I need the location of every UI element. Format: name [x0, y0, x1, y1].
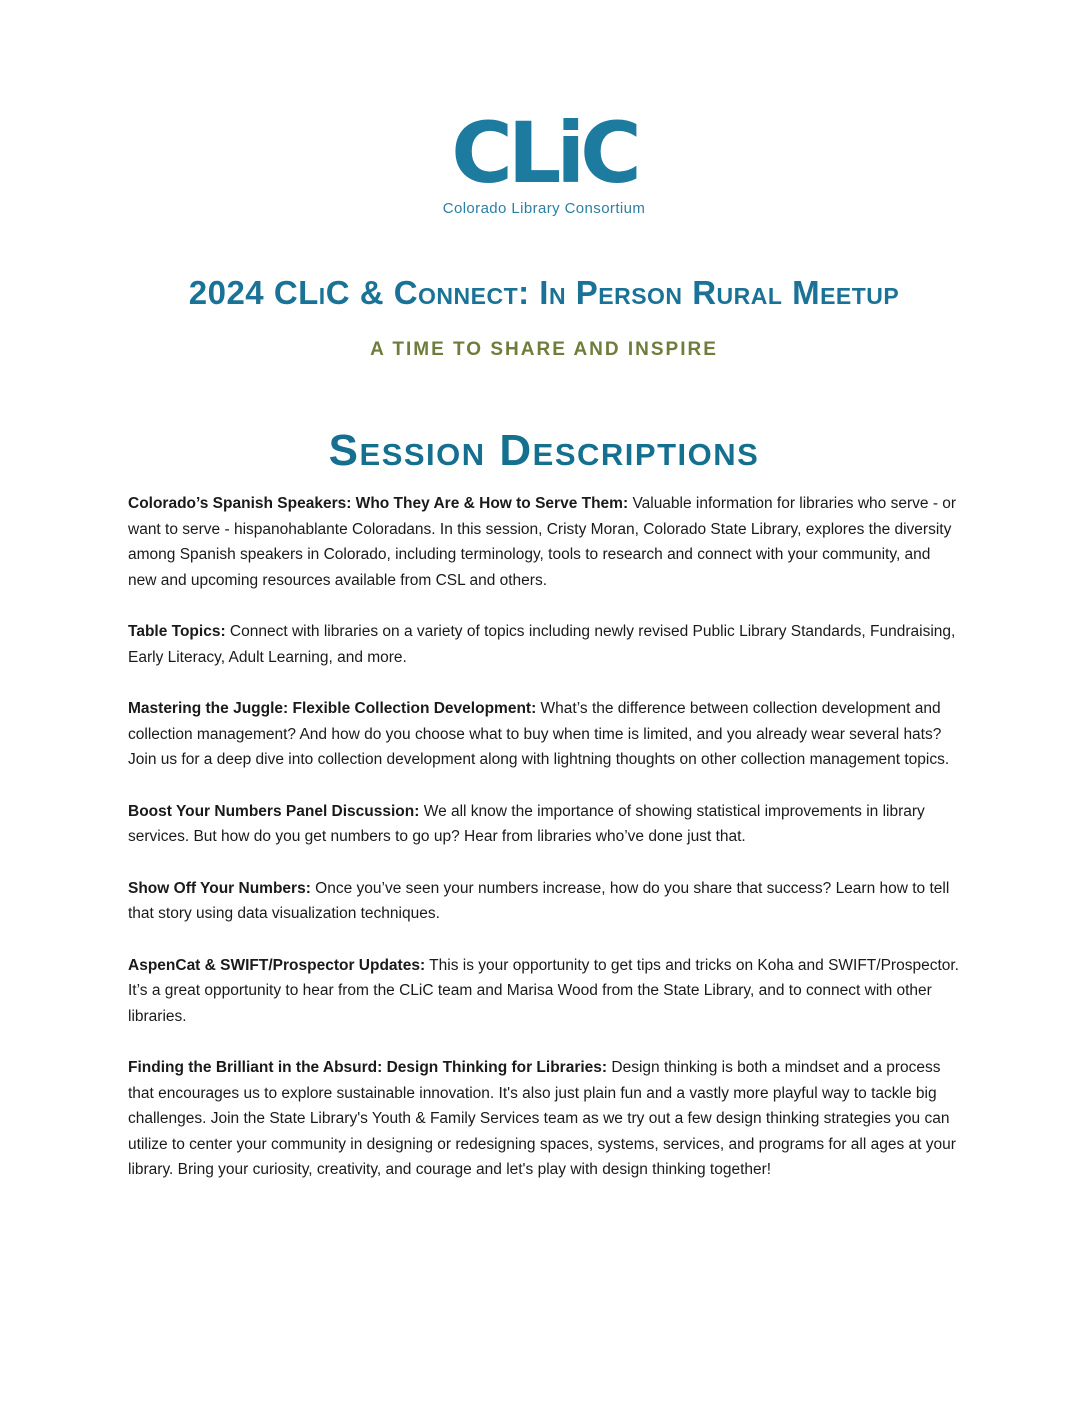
session-title: Finding the Brilliant in the Absurd: Design Thinking for Libraries:	[128, 1059, 608, 1076]
session-title: AspenCat & SWIFT/Prospector Updates:	[128, 956, 426, 974]
clic-logo-tagline: Colorado Library Consortium	[442, 200, 646, 218]
session-description: Valuable information for libraries who serve - or want to serve - hispanohablante Coloradans. In this session, Cristy Moran, Colorado State Library, explores the diversity among Spanish speakers in Colorado, including terminology, tools to research and connect with your community, and new and upcoming resources available from CSL and others.	[128, 495, 957, 589]
session-paragraph-mastering-the-juggle	[128, 696, 960, 773]
session-title: Boost Your Numbers Panel Discussion:	[128, 802, 420, 820]
session-description: Design thinking is both a mindset and a process that encourages us to explore sustainable innovation. It's also just plain fun and a vastly more playful way to tackle big challenges. Join the State Library's Youth & Family Services team as we try out a few design thinking strategies you can utilize to center your community in designing or redesigning spaces, systems, services, and programs for all ages at your library. Bring your curiosity, creativity, and courage and let's play with design thinking together!	[128, 1059, 956, 1178]
session-description: We all know the importance of showing statistical improvements in library services. But how do you get numbers to go up? Hear from libraries who’ve done just that.	[128, 802, 925, 845]
session-paragraph-show-off-your-numbers	[128, 876, 960, 927]
session-description: What’s the difference between collection development and collection management? And how do you choose what to buy when time is limited, and you already wear several hats? Join us for a deep dive into collection development along with lightning thoughts on other collection management topics.	[128, 700, 950, 768]
session-description: This is your opportunity to get tips and tricks on Koha and SWIFT/Prospector. It’s a great opportunity to hear from the CLiC team and Marisa Wood from the State Library, and to connect with other libraries.	[128, 956, 959, 1025]
document-subtitle: A TIME TO SHARE AND INSPIRE	[370, 338, 718, 360]
session-paragraph-aspencat-swift	[128, 953, 960, 1030]
clic-logo	[128, 104, 960, 218]
session-title: Mastering the Juggle: Flexible Collection Development:	[128, 700, 537, 717]
session-title: Table Topics:	[128, 623, 226, 640]
document-title: 2024 CLiC & Connect: In Person Rural Meetup	[188, 274, 900, 312]
session-paragraph-table-topics	[128, 619, 960, 670]
session-paragraph-boost-your-numbers	[128, 799, 960, 850]
document-page	[128, 0, 960, 1183]
session-paragraph-spanish-speakers	[128, 491, 960, 593]
section-heading-session-descriptions: Session Descriptions	[328, 425, 760, 475]
session-title: Colorado’s Spanish Speakers: Who They Are & How to Serve Them:	[128, 495, 629, 512]
session-title: Show Off Your Numbers:	[128, 879, 311, 897]
clic-logo-wordmark: CLiC	[451, 104, 637, 202]
session-list	[128, 491, 960, 1183]
session-paragraph-design-thinking	[128, 1055, 960, 1183]
session-description: Connect with libraries on a variety of topics including newly revised Public Library Standards, Fundraising, Early Literacy, Adult Learning, and more.	[128, 623, 956, 666]
session-description: Once you’ve seen your numbers increase, how do you share that success? Learn how to tell that story using data visualization techniques.	[128, 879, 950, 922]
